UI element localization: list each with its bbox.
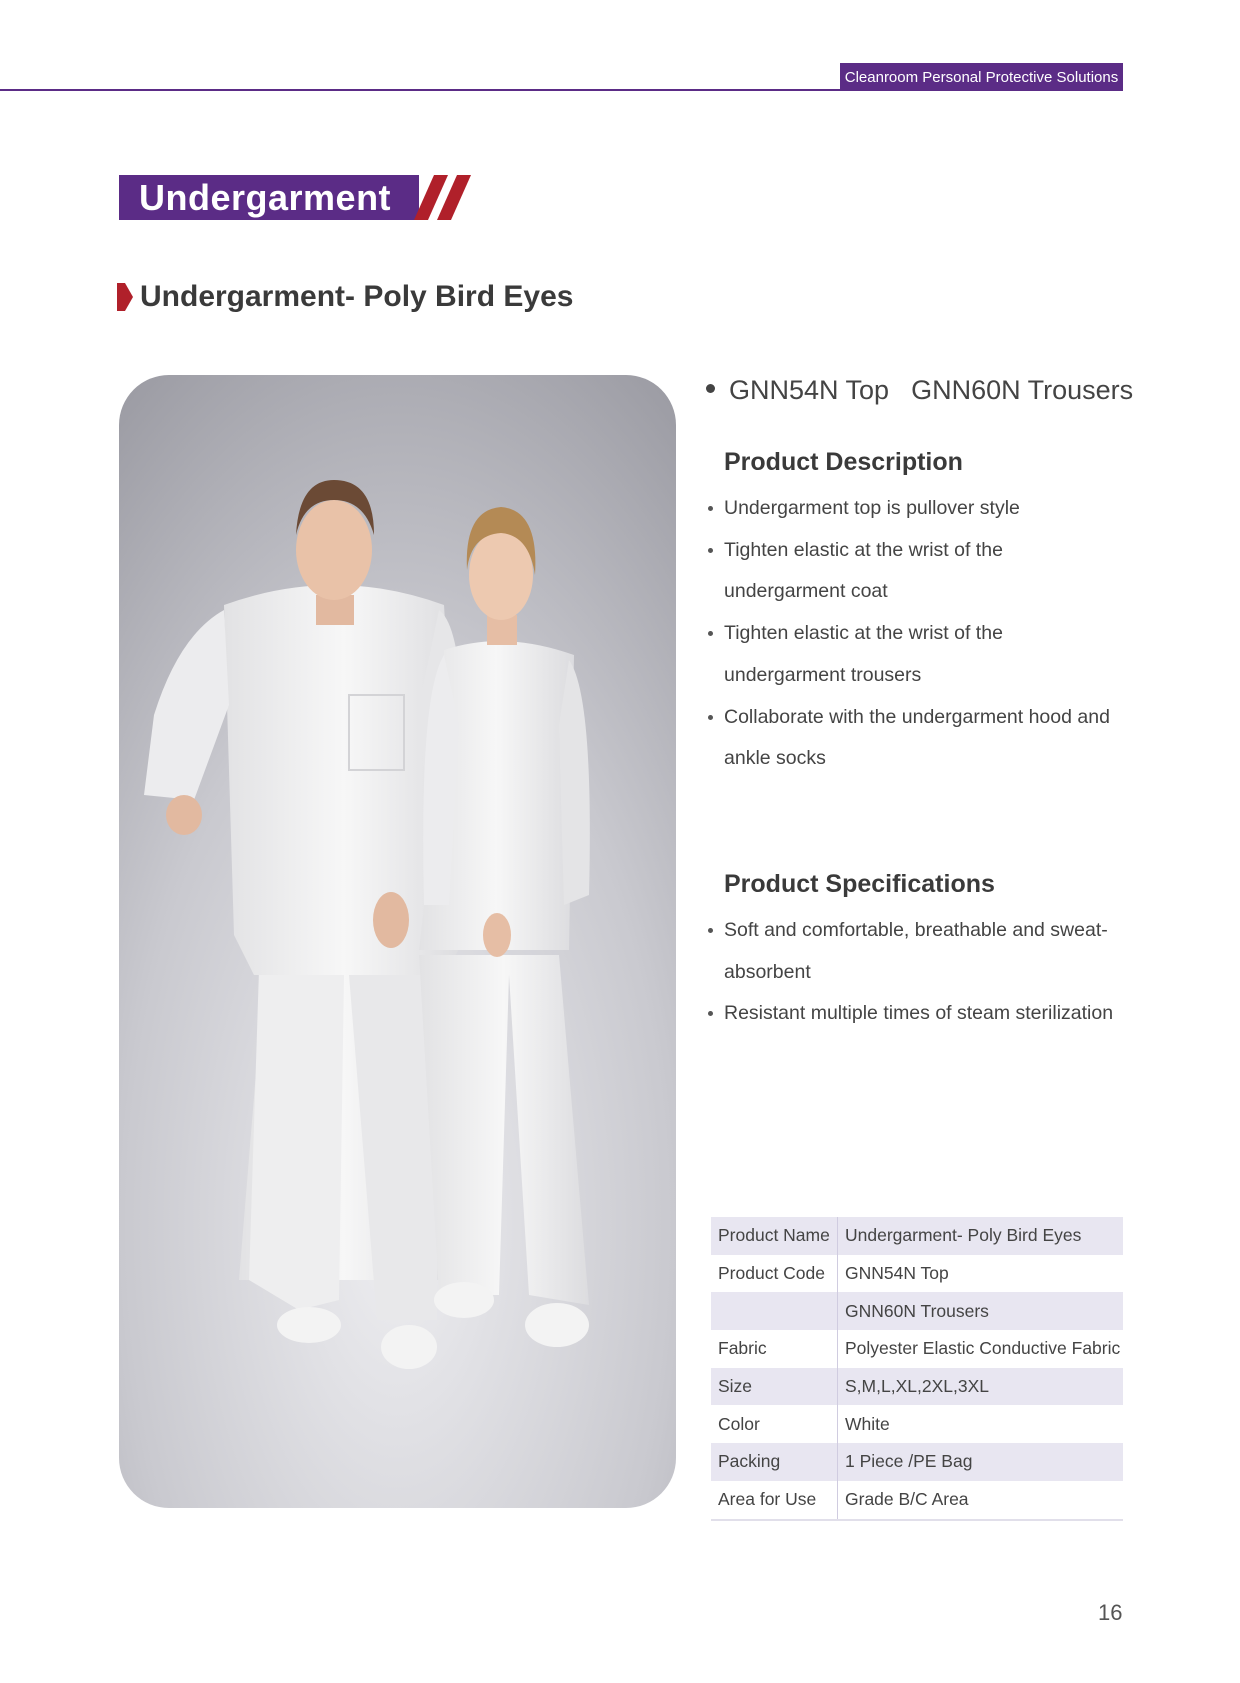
product-title: Undergarment- Poly Bird Eyes (140, 280, 574, 313)
table-value: Undergarment- Poly Bird Eyes (838, 1217, 1124, 1255)
table-row (711, 1443, 1123, 1481)
table-value: Grade B/C Area (838, 1481, 1124, 1520)
table-row (711, 1255, 1123, 1293)
table-value: White (845, 1413, 890, 1434)
list-item: Resistant multiple times of steam sterilization (706, 993, 1126, 1035)
table-value: S,M,L,XL,2XL,3XL (838, 1368, 1124, 1406)
specifications-list (706, 910, 1126, 1035)
table-row (711, 1217, 1123, 1255)
model-line (706, 370, 1133, 410)
model-trousers: GNN60N Trousers (911, 375, 1134, 405)
table-key: Area for Use (711, 1481, 838, 1520)
table-key: Size (711, 1368, 838, 1406)
slash-decoration-icon (410, 175, 490, 220)
specifications-heading: Product Specifications (724, 870, 995, 898)
description-list (706, 488, 1126, 780)
bullet-dot-icon (706, 384, 715, 393)
list-item: Soft and comfortable, breathable and sweat-absorbent (706, 910, 1126, 993)
table-value: 1 Piece /PE Bag (838, 1443, 1124, 1481)
product-photo (119, 375, 676, 1508)
table-value: GNN60N Trousers (838, 1292, 1124, 1330)
title-marker-icon (117, 283, 133, 311)
table-row (711, 1330, 1123, 1368)
list-item: Tighten elastic at the wrist of the undergarment coat (706, 530, 1126, 613)
table-row (711, 1292, 1123, 1330)
table-row (711, 1368, 1123, 1406)
model-top: GNN54N Top (729, 375, 890, 405)
table-key: Product Name (711, 1217, 838, 1255)
table-row (711, 1481, 1123, 1520)
table-value: Polyester Elastic Conductive Fabric (845, 1338, 1121, 1359)
table-key: Color (711, 1405, 838, 1443)
table-key (711, 1292, 838, 1330)
list-item: Collaborate with the undergarment hood and ankle socks (706, 697, 1126, 780)
description-heading: Product Description (724, 448, 963, 476)
table-key: Product Code (711, 1255, 838, 1293)
spec-table (711, 1217, 1123, 1521)
table-key: Fabric (711, 1330, 838, 1368)
table-row (711, 1405, 1123, 1443)
section-banner (119, 175, 419, 220)
header-tag: Cleanroom Personal Protective Solutions (840, 63, 1123, 91)
table-key: Packing (711, 1443, 838, 1481)
table-value: GNN54N Top (845, 1263, 949, 1284)
list-item: Undergarment top is pullover style (706, 488, 1126, 530)
list-item: Tighten elastic at the wrist of the undergarment trousers (706, 613, 1126, 696)
page-number: 16 (1098, 1600, 1123, 1625)
section-title: Undergarment (139, 177, 392, 218)
